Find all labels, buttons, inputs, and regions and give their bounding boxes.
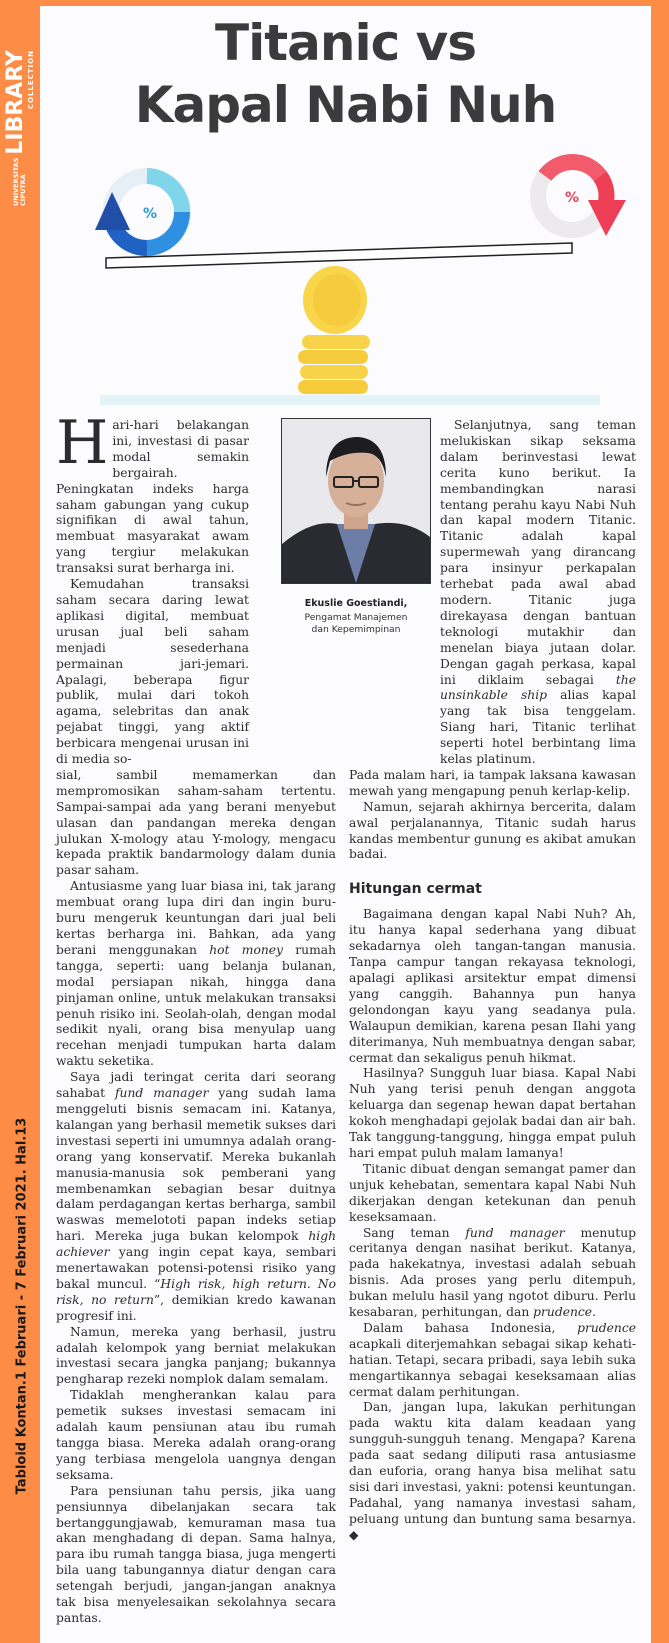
article-page bbox=[40, 6, 651, 1643]
col1-p7: Para pensiunan tahu persis, jika uang pensiunnya dibelanjakan secara tak bertanggungjawab, kemuraman masa tua akan menghadang di depan. Sama halnya, para ibu rumah tangga biasa, juga mengerti bila uang tabungannya diatur dengan cara setengah berjudi, jangan-jangan anaknya tak bisa menyelesaikan sekolahnya secara pantas. bbox=[56, 1483, 336, 1625]
percent-up-icon bbox=[95, 176, 183, 248]
col1-p3 bbox=[56, 879, 336, 1070]
text-span: . bbox=[592, 1305, 596, 1320]
text-span: Antusiasme yang luar biasa ini, tak jarang membuat orang lupa diri dan ingin buru-buru mengeruk keuntungan dari jual beli kertas berharga ini. Bahkan, ada yang berani menggunakan bbox=[56, 879, 336, 957]
article-body bbox=[40, 410, 651, 1627]
author-role-2: dan Kepemimpinan bbox=[311, 624, 401, 635]
text-span: ”, demikian kredo kawanan progresif ini. bbox=[56, 1292, 337, 1323]
text-span: Dan, jangan lupa, lakukan perhitungan pada waktu kita dalam keadaan yang sungguh-sungguh tenang. Mengapa? Karena pada saat sedang diliputi rasa antusiasme dan euforia, orang hanya bisa melihat satu sisi dari investasi, yakni: potensi keuntungan. Padahal, yang namanya investasi saham, peluang untung dan buntung sama besarnya. bbox=[349, 1400, 636, 1526]
text-span: acapkali diterjemahkan sebagai sikap kehati-hatian. Tetapi, secara pribadi, saya lebih suka mengartikannya sebagai keseksamaan alias cermat dalam perhitungan. bbox=[349, 1336, 636, 1399]
col23-p6 bbox=[349, 1226, 636, 1321]
text-span: yang ingin cepat kaya, sembari menertawakan potensi-potensi risiko yang bakal muncul. “ bbox=[56, 1245, 336, 1291]
title-line-2: Kapal Nabi Nuh bbox=[134, 76, 557, 134]
watermark-library: LIBRARY bbox=[3, 50, 28, 155]
watermark-line2: CIPUTRA bbox=[19, 174, 27, 206]
col23-p8 bbox=[349, 1400, 636, 1543]
italic-span: High risk, high return. No risk, no return bbox=[56, 1276, 336, 1307]
text-span: alias kapal yang tak bisa tenggelam. Siang hari, Titanic terlihat seperti hotel berbintang lima kelas platinum. bbox=[440, 688, 636, 767]
sidebar bbox=[0, 6, 40, 1643]
text-span: menutup ceritanya dengan nasihat berikut. Katanya, pada hakekatnya, investasi adalah sebuah bisnis. Ada proses yang perlu ditempuh, bukan melulu hasil yang ngotot diburu. Perlu kesabaran, perhitungan, dan bbox=[349, 1225, 636, 1320]
author-role-1: Pengamat Manajemen bbox=[304, 612, 408, 623]
article-title bbox=[40, 6, 651, 136]
source-label: Tabloid Kontan.1 Februari - 7 Februari 2021. Hal.13 bbox=[14, 1117, 30, 1495]
percent-down-icon bbox=[538, 162, 626, 236]
seesaw-plank bbox=[106, 243, 572, 268]
column-3 bbox=[440, 418, 636, 768]
col1-p4 bbox=[56, 1070, 336, 1325]
col1-p1: ari-hari belakangan ini, investasi di pasar modal semakin bergairah. Peningkatan indeks harga saham gabungan yang cukup signifikan di awal tahun, membuat masyarakat awam yang tergiur melakukan transaksi surat berharga ini. bbox=[56, 418, 249, 576]
column-2-3-lower bbox=[349, 907, 636, 1543]
italic-span: hot money bbox=[209, 942, 283, 957]
floor-shadow bbox=[100, 395, 600, 405]
text-span: rumah tangga, seperti: uang belanja bulanan, modal persiapan nikah, hingga dana pinjaman online, untuk melakukan transaksi penuh risiko ini. Seolah-olah, dengan modal sedikit nyali, orang bisa menyulap uang recehan menjadi tumpukan harta dalam waktu seketika. bbox=[56, 942, 336, 1069]
author-block bbox=[267, 418, 445, 636]
author-photo bbox=[281, 418, 431, 584]
author-name: Ekuslie Goestiandi, bbox=[304, 598, 408, 609]
column-1-wide bbox=[56, 768, 336, 1627]
col23-p1-cont: Pada malam hari, ia tampak laksana kawasan mewah yang mengapung penuh kerlap-kelip. bbox=[349, 767, 636, 798]
col23-p4: Hasilnya? Sungguh luar biasa. Kapal Nabi Nuh yang terisi penuh dengan anggota keluarga dan segenap hewan dapat bertahan kokoh menghadapi gejolak badai dan air bah. Tak tanggung-tanggung, hingga empat puluh hari empat puluh malam lamanya! bbox=[349, 1066, 636, 1160]
watermark-line1: UNIVERSITAS bbox=[12, 157, 20, 206]
title-line-1: Titanic vs bbox=[214, 14, 477, 72]
right-percent-label: % bbox=[564, 190, 580, 206]
text-span: Selanjutnya, sang teman melukiskan sikap seksama dalam berinvestasi lewat cerita kuno berikut. Ia membandingkan narasi tentang perahu kayu Nabi Nuh dan kapal modern Titanic. Titanic adalah kapal supermewah yang dirancang para insinyur perkapalan terhebat pada awal abad modern. Titanic juga direkayasa dengan bantuan teknologi mutakhir dan menelan biaya jutaan dolar. Dengan gagah perkasa, kapal ini diklaim sebagai bbox=[440, 418, 636, 687]
italic-span: fund manager bbox=[114, 1086, 209, 1101]
col1-p2: Kemudahan transaksi saham secara daring lewat aplikasi digital, membuat urusan jual beli saham menjadi sesederhana permainan jari-jemari. Apalagi, beberapa figur publik, mulai dari tokoh agama, selebritas dan anak pejabat tinggi, yang aktif berbicara mengenai urusan ini di media so- bbox=[56, 577, 249, 767]
left-half bbox=[56, 408, 408, 1627]
col23-p5: Titanic dibuat dengan semangat pamer dan unjuk kehebatan, sementara kapal Nabi Nuh dikerjakan dengan ketekunan dan penuh keseksamaan. bbox=[349, 1161, 636, 1224]
watermark-collection: COLLECTION bbox=[27, 50, 35, 110]
italic-span: fund manager bbox=[465, 1225, 565, 1240]
col1-p2-cont: sial, sambil memamerkan dan mempromosikan saham-saham tertentu. Sampai-sampai ada yang berani menyebut ulasan dan pandangan mereka dengan julukan X-mology atau Y-mology, mengacu kepada praktik bandarmology dalam dunia pasar saham. bbox=[56, 767, 336, 878]
drop-cap: H bbox=[56, 408, 109, 478]
text-span: yang sudah lama menggeluti bisnis semacam ini. Katanya, kalangan yang berhasil memetik sukses dari investasi seperti ini umumnya adalah orang-orang yang konservatif. Mereka bukanlah manusia-manusia sok pemberani yang membenamkan sebagian besar duitnya dalam perdagangan kertas berharga, sambil waswas memelototi papan indeks setiap hari. Mereka juga bukan kelompok bbox=[56, 1086, 336, 1244]
col23-p2: Namun, sejarah akhirnya bercerita, dalam awal perjalanannya, Titanic sudah harus kandas membentur gunung es akibat amukan badai. bbox=[349, 799, 636, 862]
col3-p1 bbox=[440, 418, 636, 768]
seesaw-illustration bbox=[40, 140, 651, 410]
italic-span: high achiever bbox=[56, 1229, 336, 1260]
italic-span: prudence bbox=[577, 1320, 636, 1335]
paragraph bbox=[56, 408, 249, 577]
text-span: Sang teman bbox=[363, 1225, 466, 1240]
watermark-library-block bbox=[5, 50, 35, 155]
col1-p5: Namun, mereka yang berhasil, justru adalah kelompok yang berniat melakukan investasi secara jangka panjang; bukannya pengharap rezeki nomplok dalam semalam. bbox=[56, 1324, 336, 1387]
watermark-university bbox=[13, 158, 27, 206]
end-mark-icon: ◆ bbox=[349, 1527, 359, 1542]
column-2-3 bbox=[349, 768, 636, 863]
author-caption bbox=[270, 598, 442, 636]
library-watermark bbox=[0, 28, 40, 228]
col23-p3: Bagaimana dengan kapal Nabi Nuh? Ah, itu hanya kapal sederhana yang dibuat sekadarnya oleh tangan-tangan manusia. Tanpa campur tangan rekayasa teknologi, apalagi aplikasi arsitektur empat dimensi yang canggih. Bahannya pun hanya gelondongan kayu yang seadanya pula. Walaupun demikian, karena pesan Ilahi yang diterimanya, Nuh membuatnya dengan sabar, cermat dan sekaligus penuh hikmat. bbox=[349, 907, 636, 1065]
col23-p7 bbox=[349, 1321, 636, 1401]
italic-span: the unsinkable ship bbox=[440, 672, 636, 703]
column-1 bbox=[56, 408, 249, 768]
left-percent-label: % bbox=[142, 206, 158, 222]
italic-span: prudence bbox=[533, 1305, 593, 1320]
section-subheading: Hitungan cermat bbox=[349, 881, 482, 898]
author-portrait-image bbox=[282, 419, 430, 583]
left-top-row bbox=[56, 408, 408, 768]
col1-p6: Tidaklah mengherankan kalau para pemetik sukses investasi semacam ini adalah kaum pensiunan atau ibu rumah tangga biasa. Mereka adalah orang-orang yang terbiasa mengelola uangnya dengan seksama. bbox=[56, 1388, 336, 1482]
coin-stack-icon bbox=[298, 266, 370, 394]
text-span: Dalam bahasa Indonesia, bbox=[363, 1320, 578, 1335]
text-span: Saya jadi teringat cerita dari seorang sahabat bbox=[56, 1070, 336, 1101]
